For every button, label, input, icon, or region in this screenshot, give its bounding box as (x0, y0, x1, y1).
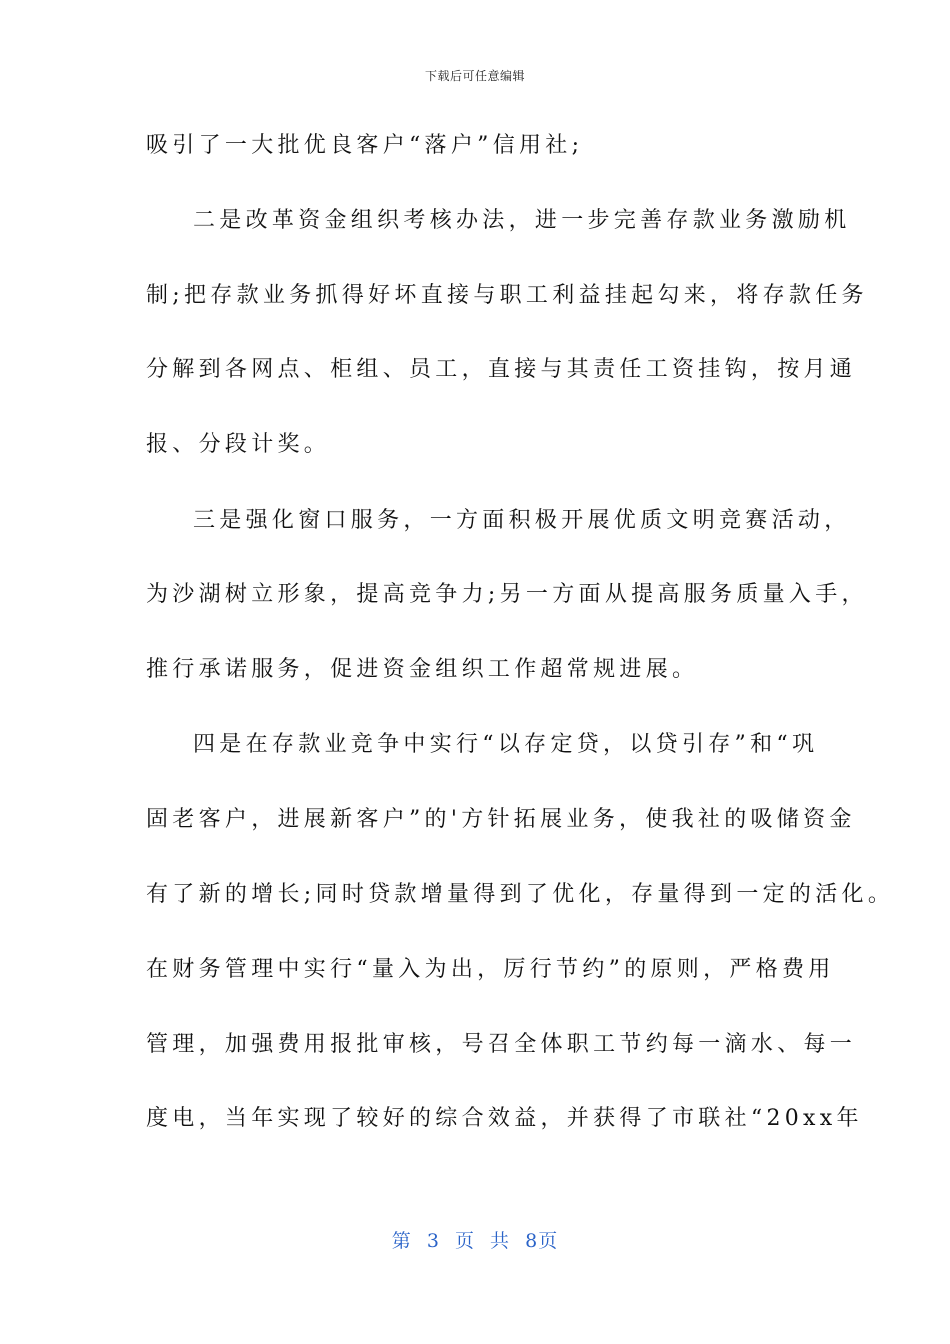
text-line-9: 四是在存款业竞争中实行“以存定贷，以贷引存”和“巩 (193, 732, 819, 757)
footer-total-word: 共 (490, 1230, 511, 1252)
text-line-5: 报、分段计奖。 (146, 432, 331, 457)
text-line-13: 管理，加强费用报批审核，号召全体职工节约每一滴水、每一 (146, 1032, 857, 1057)
text-line-14: 度电，当年实现了较好的综合效益，并获得了市联社“20xx年 (146, 1106, 863, 1131)
text-line-3: 制;把存款业务抓得好坏直接与职工利益挂起勾来，将存款任务 (146, 283, 868, 308)
text-line-12: 在财务管理中实行“量入为出，厉行节约”的原则，严格费用 (146, 957, 835, 982)
page-footer (0, 1226, 950, 1253)
text-line-8: 推行承诺服务，促进资金组织工作超常规进展。 (146, 657, 699, 682)
text-line-10: 固老客户，进展新客户”的'方针拓展业务，使我社的吸储资金 (146, 807, 856, 832)
text-line-6: 三是强化窗口服务，一方面积极开展优质文明竞赛活动， (193, 508, 851, 533)
text-line-4: 分解到各网点、柜组、员工，直接与其责任工资挂钩，按月通 (146, 357, 857, 382)
text-line-1: 吸引了一大批优良客户“落户”信用社; (146, 133, 584, 158)
footer-page-number: 3 (426, 1230, 440, 1252)
footer-page-word: 页 (454, 1230, 475, 1252)
footer-prefix: 第 (391, 1230, 412, 1252)
text-line-11: 有了新的增长;同时贷款增量得到了优化，存量得到一定的活化。 (146, 882, 895, 907)
text-line-2: 二是改革资金组织考核办法，进一步完善存款业务激励机 (193, 208, 851, 233)
header-note: 下载后可任意编辑 (424, 69, 525, 83)
footer-total-pages: 8页 (525, 1230, 559, 1252)
text-line-7: 为沙湖树立形象，提高竞争力;另一方面从提高服务质量入手， (146, 582, 868, 607)
